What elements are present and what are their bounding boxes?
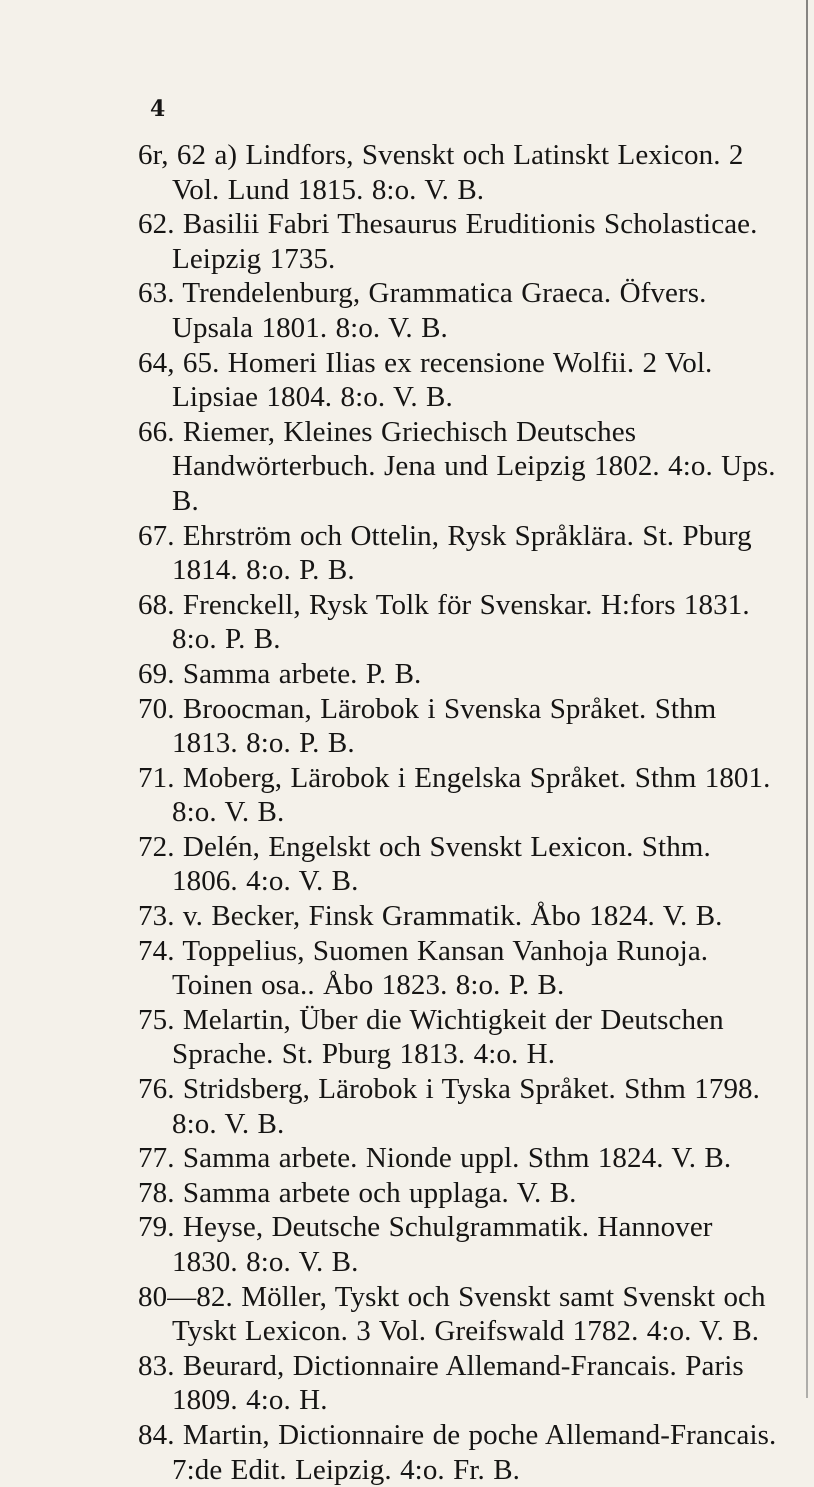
catalog-entry-80-82: 80—82. Möller, Tyskt och Svenskt samt Svenskt och Tyskt Lexicon. 3 Vol. Greifswald 1782. 4:o. V. B. <box>138 1280 766 1348</box>
catalog-entry-66: 66. Riemer, Kleines Griechisch Deutsches Handwörterbuch. Jena und Leipzig 1802. 4:o. Ups. B. <box>138 415 776 517</box>
catalog-entry-74: 74. Toppelius, Suomen Kansan Vanhoja Runoja. Toinen osa.. Åbo 1823. 8:o. P. B. <box>138 934 709 1002</box>
page-number: 4 <box>150 96 166 122</box>
catalog-entry-71: 71. Moberg, Lärobok i Engelska Språket. Sthm 1801. 8:o. V. B. <box>138 761 771 829</box>
catalog-entry-63: 63. Trendelenburg, Grammatica Graeca. Öfvers. Upsala 1801. 8:o. V. B. <box>138 277 707 344</box>
catalog-entry-77: 77. Samma arbete. Nionde uppl. Sthm 1824. V. B. <box>138 1142 732 1175</box>
catalog-entry-67: 67. Ehrström och Ottelin, Rysk Språklära. St. Pburg 1814. 8:o. P. B. <box>138 519 752 587</box>
catalog-entries <box>138 138 778 1487</box>
catalog-entry-79: 79. Heyse, Deutsche Schulgrammatik. Hannover 1830. 8:o. V. B. <box>138 1211 713 1278</box>
catalog-entry-62: 62. Basilii Fabri Thesaurus Eruditionis Scholasticae. Leipzig 1735. <box>138 208 758 275</box>
catalog-entry-61-62: 6r, 62 a) Lindfors, Svenskt och Latinskt Lexicon. 2 Vol. Lund 1815. 8:o. V. B. <box>138 139 744 206</box>
catalog-entry-76: 76. Stridsberg, Lärobok i Tyska Språket. Sthm 1798. 8:o. V. B. <box>138 1073 760 1140</box>
catalog-entry-68: 68. Frenckell, Rysk Tolk för Svenskar. H:fors 1831. 8:o. P. B. <box>138 588 750 656</box>
catalog-entry-70: 70. Broocman, Lärobok i Svenska Språket. Sthm 1813. 8:o. P. B. <box>138 692 717 760</box>
catalog-entry-75: 75. Melartin, Über die Wichtigkeit der Deutschen Sprache. St. Pburg 1813. 4:o. H. <box>138 1003 724 1071</box>
catalog-entry-64-65: 64, 65. Homeri Ilias ex recensione Wolfii. 2 Vol. Lipsiae 1804. 8:o. V. B. <box>138 346 713 414</box>
catalog-entry-78: 78. Samma arbete och upplaga. V. B. <box>138 1176 577 1209</box>
catalog-entry-84: 84. Martin, Dictionnaire de poche Allemand-Francais. 7:de Edit. Leipzig. 4:o. Fr. B. <box>138 1418 777 1486</box>
catalog-entry-73: 73. v. Becker, Finsk Grammatik. Åbo 1824. V. B. <box>138 900 723 933</box>
catalog-entry-83: 83. Beurard, Dictionnaire Allemand-Francais. Paris 1809. 4:o. H. <box>138 1349 744 1417</box>
page-edge-shadow <box>806 0 808 1398</box>
catalog-entry-69: 69. Samma arbete. P. B. <box>138 657 422 690</box>
catalog-entry-72: 72. Delén, Engelskt och Svenskt Lexicon. Sthm. 1806. 4:o. V. B. <box>138 830 711 898</box>
